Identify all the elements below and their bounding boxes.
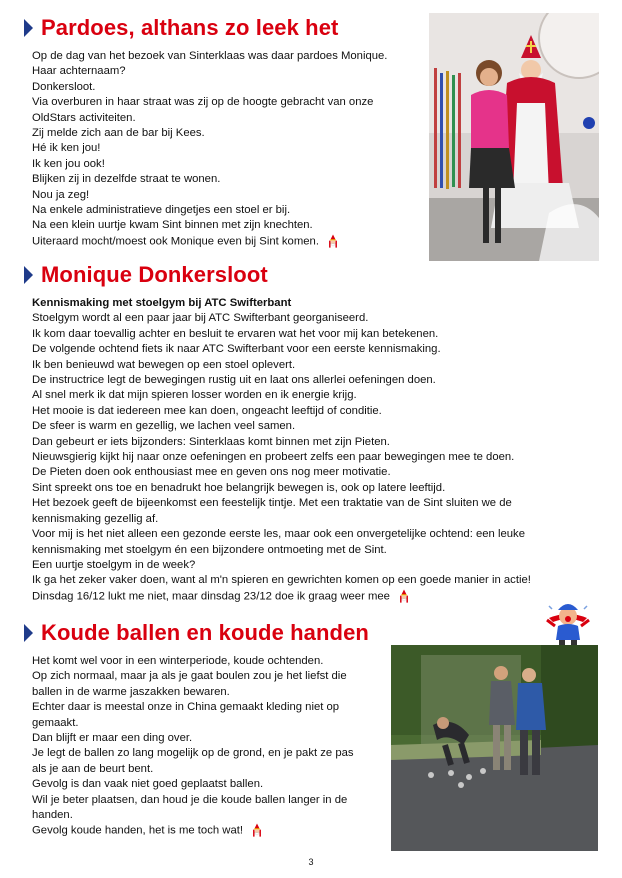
text-line: gemaakt. (32, 716, 79, 729)
text-line: ballen in de warme jaszakken bewaren. (32, 685, 230, 698)
text-line: Ik kom daar toevallig achter en besluit te ervaren wat het voor mij kan betekenen. (32, 327, 439, 340)
section-heading-pardoes (24, 15, 338, 41)
text-line: Wil je beter plaatsen, dan houd je die koude ballen langer in de (32, 793, 348, 806)
text-line: Zij melde zich aan de bar bij Kees. (32, 127, 205, 140)
text-line: Het komt wel voor in een winterperiode, koude ochtenden. (32, 655, 324, 667)
cold-snowman-icon (543, 596, 593, 648)
arrow-marker-icon (24, 624, 33, 642)
text-line: Dan blijft er maar een ding over. (32, 732, 193, 745)
section-title: Pardoes, althans zo leek het (41, 15, 339, 40)
text-line: Gevolg is dan vaak niet goed geplaatst ballen. (32, 778, 264, 791)
text-line: Echter daar is meestal onze in China gemaakt kleding niet op (32, 701, 340, 714)
section-subtitle: Kennismaking met stoelgym bij ATC Swifterbant (32, 297, 292, 309)
arrow-marker-icon (24, 19, 33, 37)
section-body-monique (32, 296, 531, 605)
section-heading-koude-ballen (24, 620, 369, 646)
sinterklaas-icon (397, 589, 411, 604)
text-line-with-icon (32, 823, 354, 839)
text-line-with-icon (32, 589, 531, 605)
text-line: Ik ben benieuwd wat bewegen op een stoel oplevert. (32, 358, 296, 371)
text-line: Gevolg koude handen, het is me toch wat! (32, 824, 244, 837)
text-line: De volgende ochtend fiets ik naar ATC Swifterbant voor een eerste kennismaking. (32, 343, 441, 356)
text-line: kennismaking gezellig af. (32, 512, 159, 525)
text-line: Nieuwsgierig kijkt hij naar onze oefeningen en probeert zelfs een paar bewegingen mee te doen. (32, 451, 515, 464)
text-line: Via overburen in haar straat was zij op de hoogte gebracht van onze (32, 96, 374, 109)
sinterklaas-icon (250, 823, 264, 838)
text-line: OldStars activiteiten. (32, 111, 136, 124)
text-line: Voor mij is het niet alleen een gezonde eerste les, maar ook een onvergetelijke ochtend: een leuke (32, 528, 525, 541)
section-body-pardoes (32, 49, 387, 250)
section-title: Koude ballen en koude handen (41, 620, 369, 645)
text-line: De instructrice legt de bewegingen rustig uit en laat ons allerlei oefeningen doen. (32, 374, 436, 387)
text-line: De sfeer is warm en gezellig, we lachen veel samen. (32, 420, 296, 433)
text-line: Na een klein uurtje kwam Sint binnen met zijn knechten. (32, 219, 313, 232)
text-line: handen. (32, 809, 73, 822)
text-line: Op zich normaal, maar ja als je gaat boulen zou je het liefst die (32, 670, 347, 683)
text-line: Ik ken jou ook! (32, 157, 105, 170)
arrow-marker-icon (24, 266, 33, 284)
text-line: Nou ja zeg! (32, 188, 90, 201)
text-line: Het bezoek geeft de bijeenkomst een feestelijk tintje. Met een traktatie van de Sint sluiten we de (32, 497, 512, 510)
text-line: Al snel merk ik dat mijn spieren losser worden en ik energie krijg. (32, 389, 357, 402)
section-heading-monique (24, 262, 268, 288)
text-line: Uiteraard mocht/moest ook Monique even bij Sint komen. (32, 235, 319, 248)
text-line: als je aan de beurt bent. (32, 762, 154, 775)
sinterklaas-icon (326, 234, 340, 249)
text-line-with-icon (32, 234, 387, 250)
text-line: Hé ik ken jou! (32, 142, 101, 155)
text-line: Stoelgym wordt al een paar jaar bij ATC Swifterbant georganiseerd. (32, 312, 369, 325)
text-line: kennismaking met stoelgym én een bijzondere ontmoeting met de Sint. (32, 543, 387, 556)
section-body-koude-ballen (32, 654, 354, 839)
page-number: 3 (308, 857, 314, 867)
text-line: Sint spreekt ons toe en benadrukt hoe belangrijk bewegen is, ook op latere leeftijd. (32, 481, 446, 494)
text-line: Dinsdag 16/12 lukt me niet, maar dinsdag 23/12 doe ik graag weer mee (32, 590, 390, 603)
text-line: Op de dag van het bezoek van Sinterklaas was daar pardoes Monique. (32, 50, 388, 62)
text-line: Ik ga het zeker vaker doen, want al m'n spieren en gewrichten komen op een goede manier in actie! (32, 574, 531, 587)
text-line: Donkersloot. (32, 80, 96, 93)
text-line: Je legt de ballen zo lang mogelijk op de grond, en je pakt ze pas (32, 747, 354, 760)
photo-petanque-players (391, 645, 598, 851)
section-title: Monique Donkersloot (41, 262, 268, 287)
text-line: Een uurtje stoelgym in de week? (32, 558, 196, 571)
text-line: De Pieten doen ook enthousiast mee en geven ons nog meer motivatie. (32, 466, 391, 479)
text-line: Haar achternaam? (32, 65, 126, 78)
photo-sinterklaas-monique (429, 13, 599, 261)
text-line: Dan gebeurt er iets bijzonders: Sinterklaas komt binnen met zijn Pieten. (32, 435, 390, 448)
text-line: Blijken zij in dezelfde straat te wonen. (32, 173, 221, 186)
text-line: Na enkele administratieve dingetjes een stoel er bij. (32, 204, 291, 217)
text-line: Het mooie is dat iedereen mee kan doen, ongeacht leeftijd of conditie. (32, 404, 382, 417)
